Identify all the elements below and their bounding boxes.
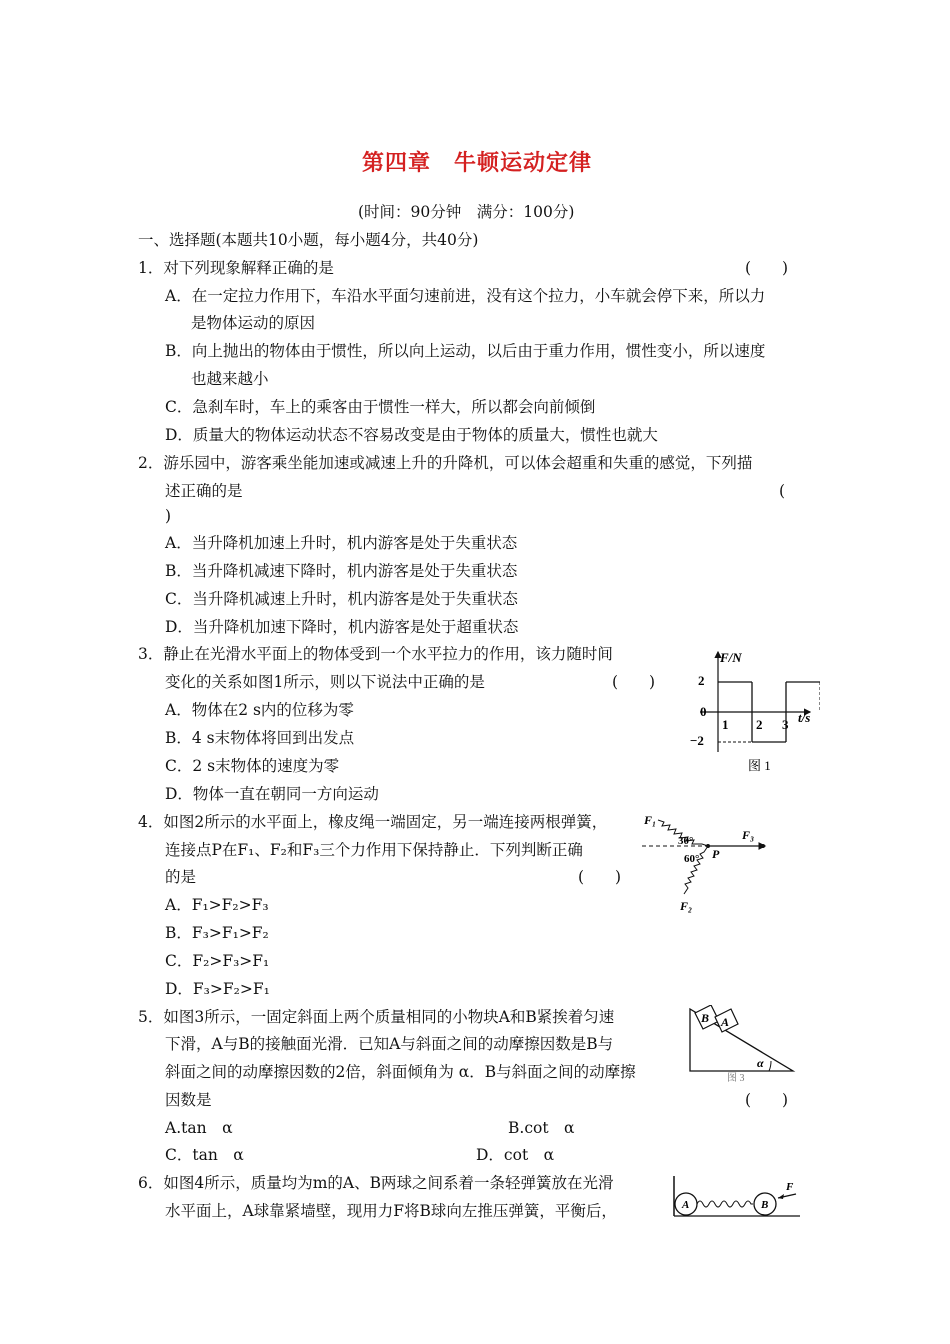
q6-stem: 6．如图4所示，质量均为m的A、B两球之间系着一条轻弹簧放在光滑 [138,1174,614,1192]
q4-option-c: C．F₂>F₃>F₁ [165,952,270,970]
label-f1: F₁ [644,813,657,827]
q3-option-c: C．2 s末物体的速度为零 [165,757,340,775]
x-tick-3: 3 [782,717,789,732]
q2-option-c: C．当升降机减速上升时，机内游客是处于失重状态 [165,590,518,608]
figure-2-diagram [640,808,780,918]
y-tick-2: 2 [698,673,705,688]
q6-stem-cont: 水平面上，A球靠紧墙壁，现用力F将B球向左推压弹簧，平衡后， [165,1202,617,1220]
label-p: P [712,847,720,861]
q5-answer-bracket: ( ) [745,1091,789,1109]
q5-stem-cont3: 因数是 [165,1091,212,1109]
label-alpha: α [757,1056,764,1070]
figure-3-caption: 图 3 [727,1073,745,1084]
q2-bracket-open: ( [779,482,786,500]
fixed-point [761,844,765,848]
q4-stem-cont2: 的是 [165,868,197,886]
label-f3: F₃ [742,828,755,842]
label-b: B [761,1199,769,1211]
q2-stem-cont: 述正确的是 [165,482,243,500]
y-tick-0: 0 [700,704,707,719]
q4-stem: 4．如图2所示的水平面上，橡皮绳一端固定，另一端连接两根弹簧， [138,813,608,831]
figure-1-chart [660,640,820,780]
q1-option-a-cont: 是物体运动的原因 [191,314,316,332]
exam-info: (时间：90分钟 满分：100分) [358,203,575,221]
spring [697,1201,753,1207]
figure-1-caption: 图 1 [748,758,771,773]
q2-bracket-close: ) [165,507,172,525]
q2-option-a: A．当升降机加速上升时，机内游客是处于失重状态 [165,534,518,552]
q5-stem: 5．如图3所示，一固定斜面上两个质量相同的小物块A和B紧挨着匀速 [138,1008,615,1026]
q4-option-a: A．F₁>F₂>F₃ [165,896,269,914]
y-axis-label: F/N [720,650,742,665]
q2-option-b: B．当升降机减速下降时，机内游客是处于失重状态 [165,562,518,580]
incline-diagram [685,1005,800,1085]
q3-answer-bracket: ( ) [612,673,656,691]
q2-stem: 2．游乐园中，游客乘坐能加速或减速上升的升降机，可以体会超重和失重的感觉，下列描 [138,454,753,472]
q5-option-a: A.tan α [165,1119,233,1137]
spring-balls-diagram [670,1172,805,1222]
angle-arc [769,1061,771,1071]
q1-option-b-cont: 也越来越小 [191,370,269,388]
q1-option-a: A．在一定拉力作用下，车沿水平面匀速前进，没有这个拉力，小车就会停下来，所以力 [165,287,766,305]
q3-stem-cont: 变化的关系如图1所示，则以下说法中正确的是 [165,673,485,691]
q1-option-c: C．急刹车时，车上的乘客由于惯性一样大，所以都会向前倾倒 [165,398,596,416]
figure-4-diagram [670,1172,805,1222]
label-a: A [721,1015,730,1029]
label-f: F [786,1181,794,1193]
q4-option-d: D．F₃>F₂>F₁ [165,980,270,998]
q3-stem: 3．静止在光滑水平面上的物体受到一个水平拉力的作用，该力随时间 [138,645,613,663]
q1-answer-bracket: ( ) [745,259,789,277]
q5-option-b: B.cot α [508,1119,575,1137]
q2-option-d: D．当升降机加速下降时，机内游客是处于超重状态 [165,618,519,636]
q5-option-d: D．cot α [476,1146,555,1164]
q1-option-b: B．向上抛出的物体由于惯性，所以向上运动，以后由于重力作用，惯性变小，所以速度 [165,342,766,360]
q4-answer-bracket: ( ) [578,868,622,886]
label-a: A [682,1199,690,1211]
label-b: B [701,1011,710,1025]
q4-option-b: B．F₃>F₁>F₂ [165,924,269,942]
force-time-graph [660,640,820,780]
q5-stem-cont1: 下滑，A与B的接触面光滑．已知A与斜面之间的动摩擦因数是B与 [165,1035,614,1053]
q4-stem-cont1: 连接点P在F₁、F₂和F₃三个力作用下保持静止．下列判断正确 [165,841,583,859]
section-heading: 一、选择题(本题共10小题，每小题4分，共40分) [138,231,479,249]
q1-stem: 1．对下列现象解释正确的是 [138,259,334,277]
x-axis-label: t/s [798,710,811,725]
x-tick-2: 2 [756,717,763,732]
figure-3-incline [685,1005,800,1085]
label-f2: F₂ [680,899,693,913]
x-tick-1: 1 [722,717,729,732]
angle-60: 60° [684,853,700,865]
q5-option-c: C．tan α [165,1146,244,1164]
q3-option-a: A．物体在2 s内的位移为零 [165,701,354,719]
angle-30: 30° [678,835,694,847]
force-diagram [640,808,780,918]
q5-stem-cont2: 斜面之间的动摩擦因数的2倍，斜面倾角为 α．B与斜面之间的动摩擦 [165,1063,636,1081]
q3-option-d: D．物体一直在朝同一方向运动 [165,785,379,803]
page-title: 第四章 牛顿运动定律 [362,150,593,176]
q3-option-b: B．4 s末物体将回到出发点 [165,729,355,747]
q1-option-d: D．质量大的物体运动状态不容易改变是由于物体的质量大，惯性也就大 [165,426,658,444]
y-tick-neg2: −2 [690,733,704,748]
point-p [706,844,710,848]
